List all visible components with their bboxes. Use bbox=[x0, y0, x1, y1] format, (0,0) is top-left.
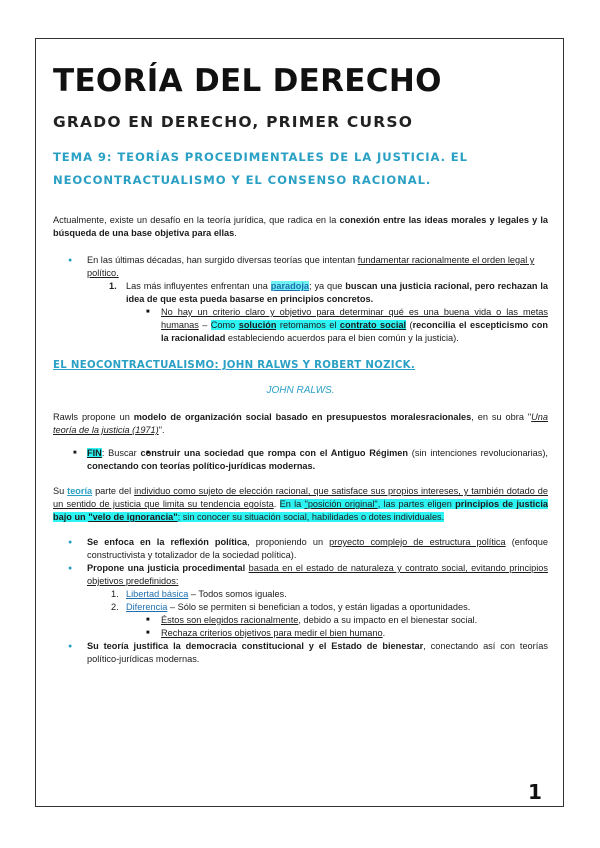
list-item: ■ Éstos son elegidos racionalmente, debido a su impacto en el bienestar social. bbox=[53, 614, 548, 627]
square-list-2 bbox=[53, 447, 548, 473]
list-item: ■ Rechaza criterios objetivos para medir el bien humano. bbox=[53, 627, 548, 640]
list-item: 1. Las más influyentes enfrentan una paradoja; ya que buscan una justicia racional, pero rechazan la idea de que esta pueda basarse en principios concretos. bbox=[109, 281, 548, 304]
document-body bbox=[53, 62, 548, 666]
list-item: ● Propone una justicia procedimental basada en el estado de naturaleza y contrato social, evitando principios objetivos predefinidos: bbox=[53, 562, 548, 588]
rawls-paragraph: Rawls propone un modelo de organización social basado en presupuestos moralesracionales, en su obra "Una teoría de la justicia (1971)". bbox=[53, 412, 549, 435]
list-item: ● En las últimas décadas, han surgido diversas teorías que intentan fundamentar racionalmente el orden legal y político. bbox=[53, 254, 548, 280]
square-list-3 bbox=[53, 614, 548, 640]
bullet-list-2 bbox=[53, 536, 548, 588]
list-item: ■ ■ FIN: Buscar construir una sociedad que rompa con el Antiguo Régimen (sin intenciones revolucionarias), conectando con teorías político-jurídicas modernas. bbox=[53, 447, 548, 473]
numbered-list-2 bbox=[53, 588, 548, 614]
list-item: ■ No hay un criterio claro y objetivo para determinar qué es una buena vida o las metas humanas – Como solución retomamos el contrato social (reconcilia el escepticismo con la racionalidad estableciendo acuerdos para el bien común y la justicia). bbox=[53, 306, 548, 345]
author-heading: JOHN RALWS. bbox=[266, 385, 335, 396]
topic-heading: TEMA 9: TEORÍAS PROCEDIMENTALES DE LA JUSTICIA. EL NEOCONTRACTUALISMO Y EL CONSENSO RACIONAL. bbox=[53, 150, 468, 187]
square-list-1 bbox=[53, 306, 548, 345]
list-item: ● Su teoría justifica la democracia constitucional y el Estado de bienestar, conectando así con teorías político-jurídicas modernas. bbox=[53, 640, 548, 666]
square-bullet-icon: ■ ■ bbox=[73, 450, 77, 456]
theory-paragraph: Su teoría parte del individuo como sujeto de elección racional, que satisface sus propios intereses, y también dotado de un sentido de justicia que limita su tendencia egoísta. En la "posición original", las partes eligen principios de justicia bajo un "velo de ignorancia"; sin conocer su situación social, habilidades o dotes individuales. bbox=[53, 486, 549, 522]
page-number: 1 bbox=[528, 780, 542, 804]
bullet-list-3 bbox=[53, 640, 548, 666]
list-item: 2. Diferencia – Sólo se permiten si benefician a todos, y están ligadas a oportunidades. bbox=[111, 602, 471, 612]
list-item: ● Se enfoca en la reflexión política, proponiendo un proyecto complejo de estructura política (enfoque constructivista y totalizador de la sociedad política). bbox=[53, 536, 548, 562]
intro-paragraph: Actualmente, existe un desafío en la teoría jurídica, que radica en la conexión entre las ideas morales y legales y la búsqueda de una base objetiva para ellas. bbox=[53, 215, 548, 238]
section-heading: EL NEOCONTRACTUALISMO: JOHN RALWS Y ROBERT NOZICK. bbox=[53, 360, 416, 371]
list-item: 1. Libertad básica – Todos somos iguales. bbox=[111, 589, 287, 599]
bullet-list-1 bbox=[53, 254, 548, 280]
document-subtitle: GRADO EN DERECHO, PRIMER CURSO bbox=[53, 113, 414, 131]
document-title: TEORÍA DEL DERECHO bbox=[53, 63, 442, 99]
numbered-list-1 bbox=[53, 280, 548, 306]
